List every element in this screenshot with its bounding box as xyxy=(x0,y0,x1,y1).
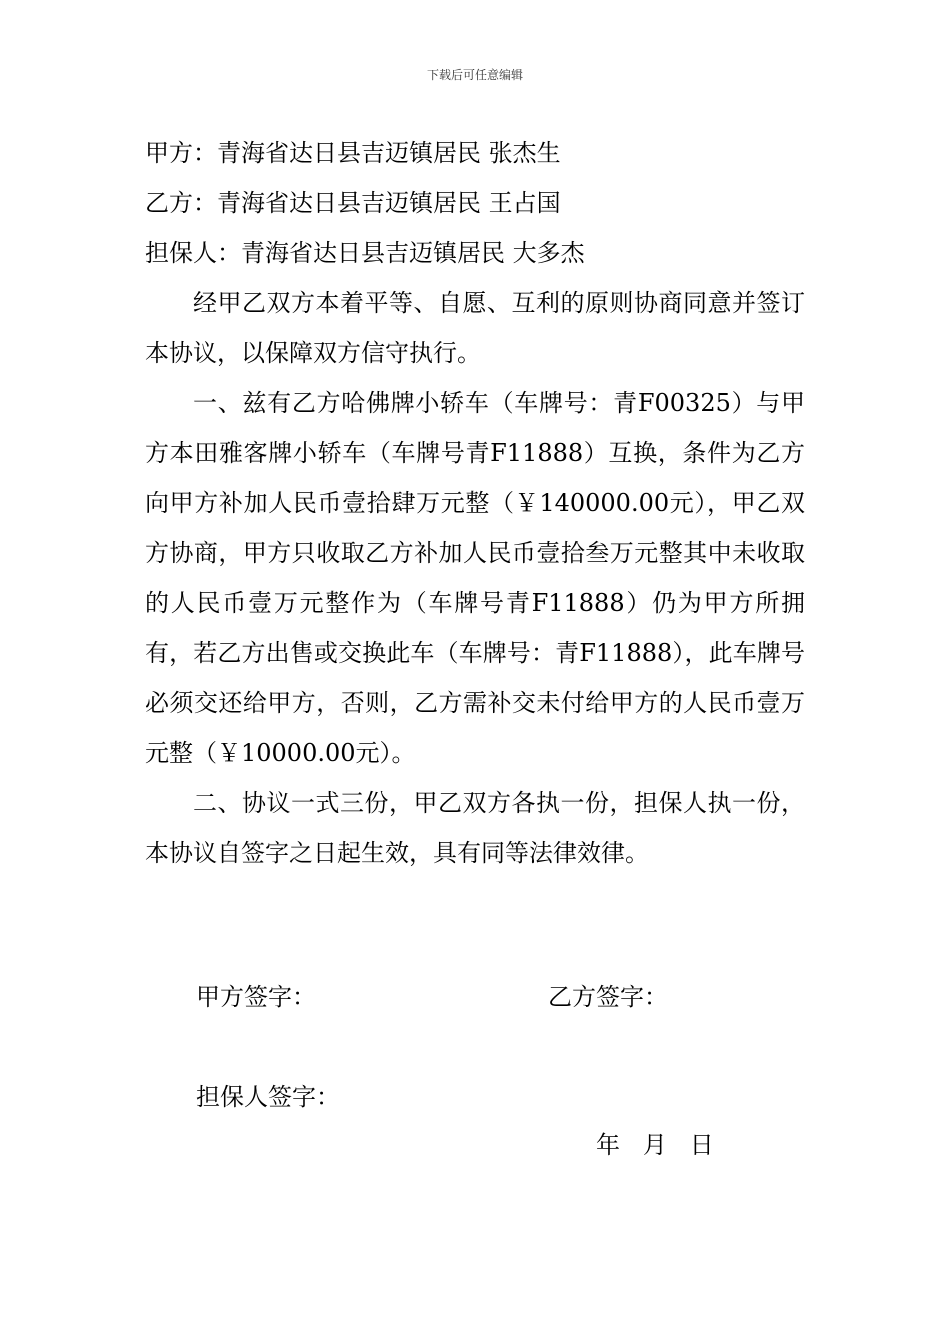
header-note: 下载后可任意编辑 xyxy=(426,68,523,82)
party-a-signature-label: 甲方签字： xyxy=(196,983,316,1011)
guarantor-signature-label: 担保人签字： xyxy=(196,1083,340,1111)
agreement-body xyxy=(145,128,805,878)
party-a-line: 甲方：青海省达日县吉迈镇居民 张杰生 xyxy=(145,139,561,167)
clause-1-paragraph: 一、兹有乙方哈佛牌小轿车（车牌号：青F00325）与甲方本田雅客牌小轿车（车牌号青F11888）互换，条件为乙方向甲方补加人民币壹拾肆万元整（￥140000.00元），甲乙双方协商，甲方只收取乙方补加人民币壹拾叁万元整其中未收取的人民币壹万元整作为（车牌号青F11888）仍为甲方所拥有，若乙方出售或交换此车（车牌号：青F11888），此车牌号必须交还给甲方，否则，乙方需补交未付给甲方的人民币壹万元整（￥10000.00元）。 xyxy=(145,389,805,767)
party-b-line: 乙方：青海省达日县吉迈镇居民 王占国 xyxy=(145,189,561,217)
signing-date: 年 月 日 xyxy=(596,1131,714,1159)
party-b-signature-label: 乙方签字： xyxy=(548,983,668,1011)
clause-2-paragraph: 二、协议一式三份，甲乙双方各执一份，担保人执一份，本协议自签字之日起生效，具有同等法律效律。 xyxy=(145,789,805,867)
intro-paragraph: 经甲乙双方本着平等、自愿、互利的原则协商同意并签订本协议，以保障双方信守执行。 xyxy=(145,289,805,367)
guarantor-line: 担保人：青海省达日县吉迈镇居民 大多杰 xyxy=(145,239,585,267)
